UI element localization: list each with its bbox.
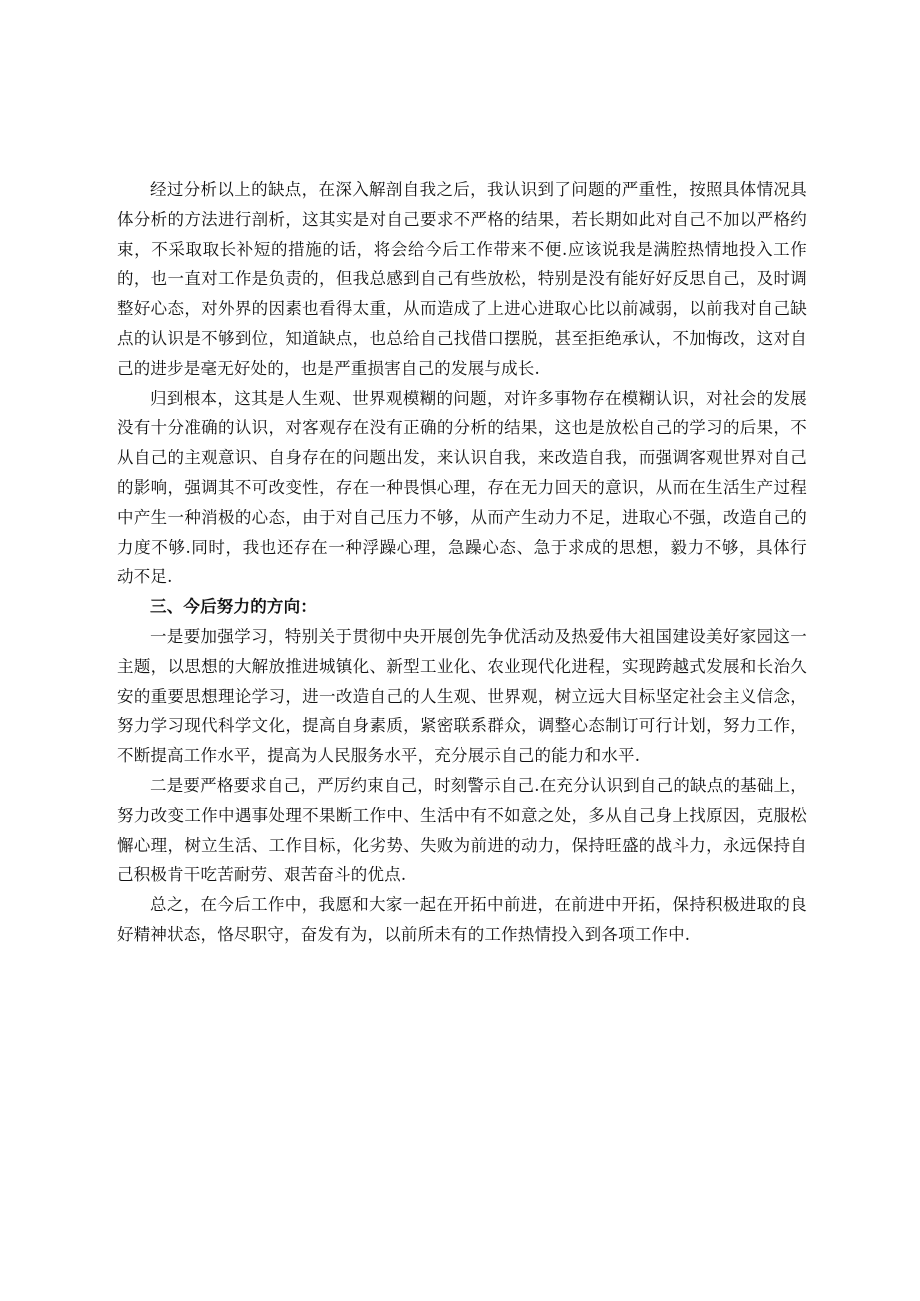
document-body bbox=[117, 175, 807, 950]
paragraph-strengthen-study: 一是要加强学习，特别关于贯彻中央开展创先争优活动及热爱伟大祖国建设美好家园这一主题，以思想的大解放推进城镇化、新型工业化、农业现代化进程，实现跨越式发展和长治久安的重要思想理论学习，进一改造自己的人生观、世界观，树立远大目标坚定社会主义信念，努力学习现代科学文化，提高自身素质，紧密联系群众，调整心态制订可行计划，努力工作，不断提高工作水平，提高为人民服务水平，充分展示自己的能力和水平. bbox=[117, 626, 807, 766]
paragraph-root-cause: 归到根本，这其是人生观、世界观模糊的问题，对许多事物存在模糊认识，对社会的发展没有十分准确的认识，对客观存在没有正确的分析的结果，这也是放松自己的学习的后果，不从自己的主观意识、自身存在的问题出发，来认识自我，来改造自我，而强调客观世界对自己的影响，强调其不可改变性，存在一种畏惧心理，存在无力回天的意识，从而在生活生产过程中产生一种消极的心态，由于对自己压力不够，从而产生动力不足，进取心不强，改造自己的力度不够.同时，我也还存在一种浮躁心理，急躁心态、急于求成的思想，毅力不够，具体行动不足. bbox=[117, 388, 807, 587]
paragraph-conclusion: 总之，在今后工作中，我愿和大家一起在开拓中前进，在前进中开拓，保持积极进取的良好精神状态，恪尽职守，奋发有为，以前所未有的工作热情投入到各项工作中. bbox=[117, 895, 807, 944]
paragraph-self-analysis: 经过分析以上的缺点，在深入解剖自我之后，我认识到了问题的严重性，按照具体情况具体分析的方法进行剖析，这其实是对自己要求不严格的结果，若长期如此对自己不加以严格约束，不采取取长补短的措施的话，将会给今后工作带来不便.应该说我是满腔热情地投入工作的，也一直对工作是负责的，但我总感到自己有些放松，特别是没有能好好反思自己，及时调整好心态，对外界的因素也看得太重，从而造成了上进心进取心比以前减弱，以前我对自己缺点的认识是不够到位，知道缺点，也总给自己找借口摆脱，甚至拒绝承认，不加悔改，这对自己的进步是毫无好处的，也是严重损害自己的发展与成长. bbox=[117, 180, 807, 378]
paragraph-strict-self-discipline: 二是要严格要求自己，严厉约束自己，时刻警示自己.在充分认识到自己的缺点的基础上，努力改变工作中遇事处理不果断工作中、生活中有不如意之处，多从自己身上找原因，克服松懈心理，树立生活、工作目标，化劣势、失败为前进的动力，保持旺盛的战斗力，永远保持自己积极肯干吃苦耐劳、艰苦奋斗的优点. bbox=[117, 775, 807, 885]
section-heading-future-direction: 三、今后努力的方向： bbox=[150, 597, 317, 617]
